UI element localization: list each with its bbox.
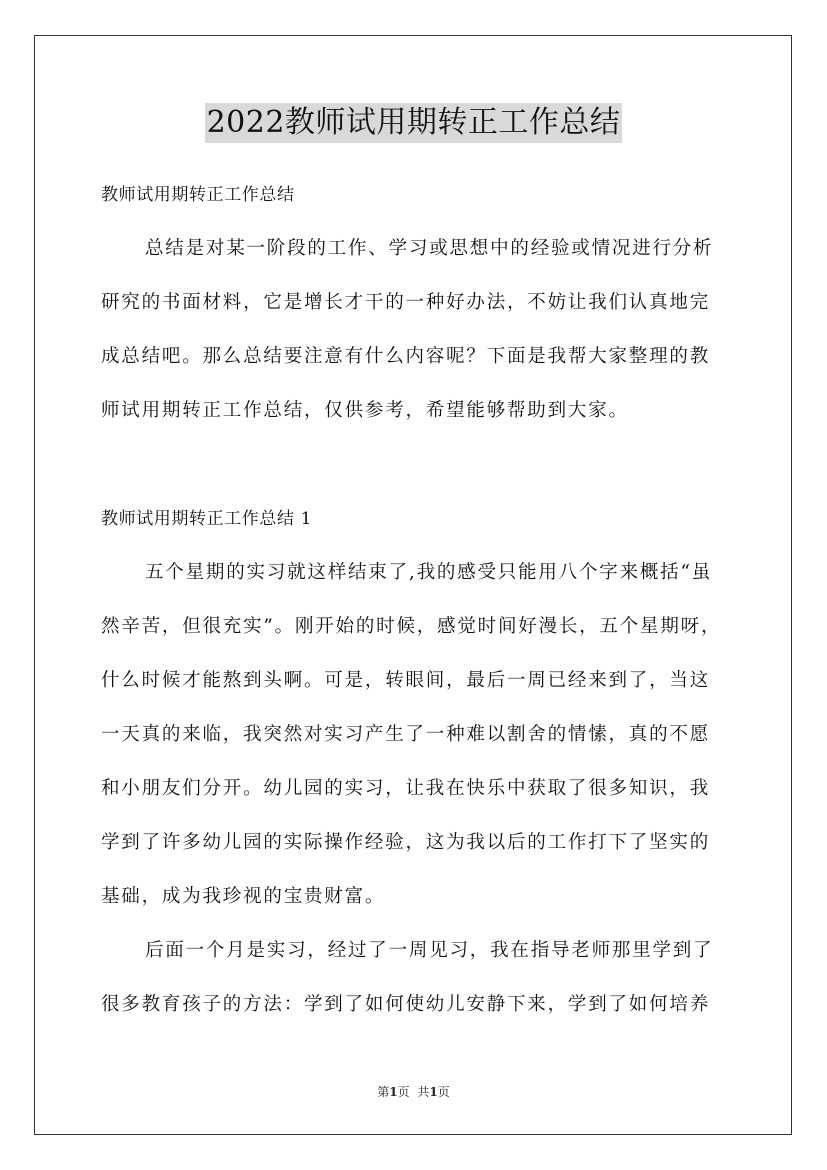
page-footer bbox=[0, 1084, 827, 1100]
paragraph-line: 和小朋友们分开。幼儿园的实习，让我在快乐中获取了很多知识，我 bbox=[101, 778, 711, 799]
document-title bbox=[0, 103, 827, 143]
document-title-text: 2022教师试用期转正工作总结 bbox=[205, 103, 623, 143]
paragraph-line: 后面一个月是实习，经过了一周见习，我在指导老师那里学到了 bbox=[145, 940, 714, 961]
paragraph-line: 什么时候才能熬到头啊。可是，转眼间，最后一周已经来到了，当这 bbox=[101, 670, 711, 691]
intro-line: 师试用期转正工作总结，仅供参考，希望能够帮助到大家。 bbox=[101, 400, 629, 421]
paragraph-line: 然辛苦，但很充实”。刚开始的时候，感觉时间好漫长，五个星期呀， bbox=[101, 616, 722, 637]
footer-page-suffix: 页 bbox=[397, 1085, 410, 1099]
paragraph-line: 很多教育孩子的方法：学到了如何使幼儿安静下来，学到了如何培养 bbox=[101, 994, 711, 1015]
footer-page-prefix: 第 bbox=[377, 1085, 390, 1099]
paragraph-line: 学到了许多幼儿园的实际操作经验，这为我以后的工作打下了坚实的 bbox=[101, 832, 711, 853]
intro-line: 总结是对某一阶段的工作、学习或思想中的经验或情况进行分析 bbox=[145, 238, 714, 259]
intro-line: 研究的书面材料，它是增长才干的一种好办法，不妨让我们认真地完 bbox=[101, 292, 711, 313]
document-subtitle: 教师试用期转正工作总结 bbox=[101, 185, 295, 205]
paragraph-line: 基础，成为我珍视的宝贵财富。 bbox=[101, 886, 386, 907]
paragraph-line: 五个星期的实习就这样结束了,我的感受只能用八个字来概括“虽 bbox=[145, 562, 713, 583]
footer-total-number: 1 bbox=[429, 1085, 438, 1099]
intro-line: 成总结吧。那么总结要注意有什么内容呢？下面是我帮大家整理的教 bbox=[101, 346, 711, 367]
footer-total-suffix: 页 bbox=[437, 1085, 450, 1099]
footer-page-number: 1 bbox=[389, 1085, 398, 1099]
section-heading: 教师试用期转正工作总结 1 bbox=[101, 509, 313, 529]
footer-total-prefix: 共 bbox=[417, 1085, 430, 1099]
paragraph-line: 一天真的来临，我突然对实习产生了一种难以割舍的情愫，真的不愿 bbox=[101, 724, 711, 745]
